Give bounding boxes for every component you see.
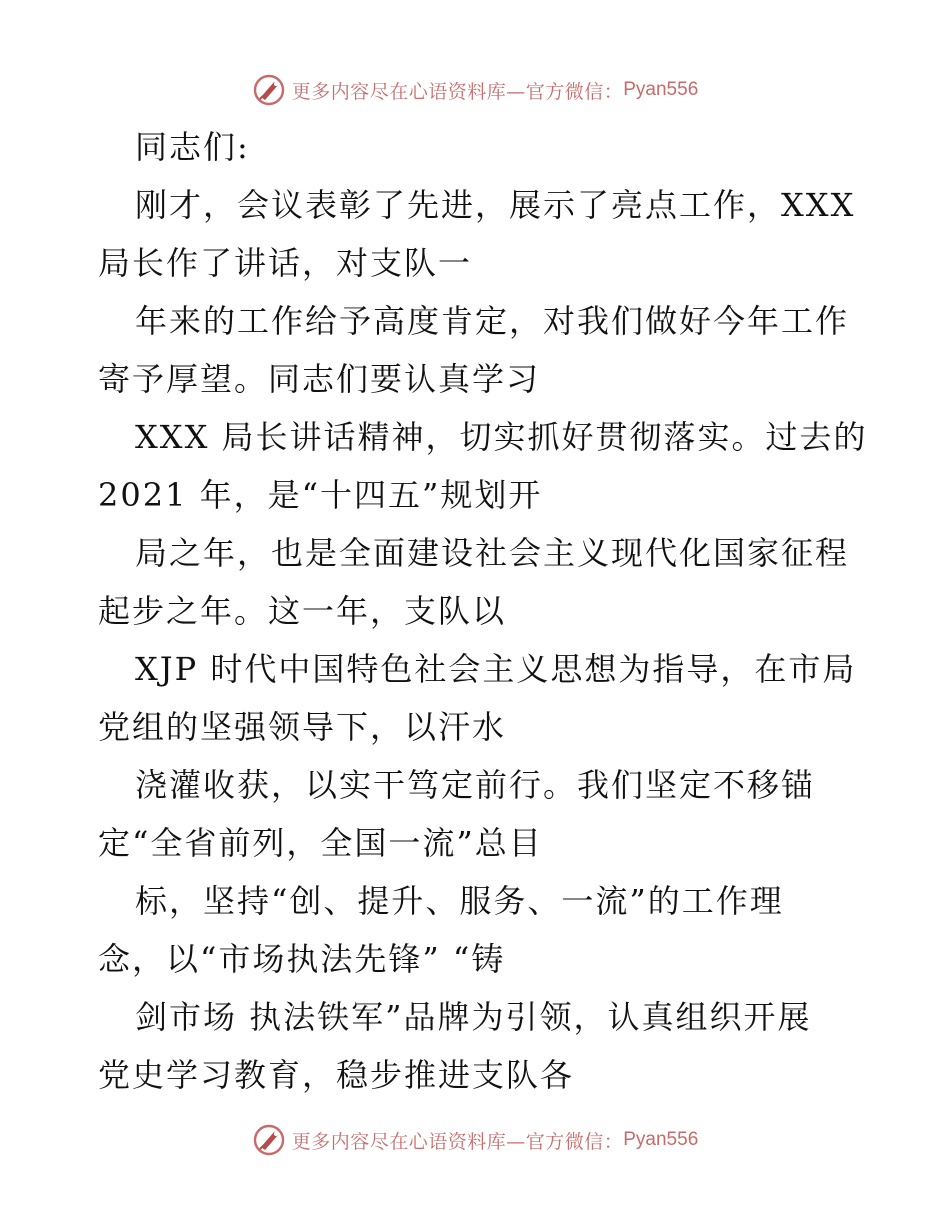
- watermark-text: 更多内容尽在心语资料库—官方微信：: [291, 80, 624, 103]
- text-line: 寄予厚望。同志们要认真学习: [98, 360, 541, 398]
- text-line: XJP 时代中国特色社会主义思想为指导，在市局: [135, 650, 857, 688]
- text-line: 刚才，会议表彰了先进，展示了亮点工作，XXX: [135, 186, 856, 224]
- quill-pen-logo-icon: [252, 1123, 286, 1157]
- text-line: 念，以“市场执法先锋” “铸: [98, 940, 506, 978]
- text-line: XXX 局长讲话精神，切实抓好贯彻落实。过去的: [135, 418, 868, 456]
- text-line: 同志们:: [135, 128, 250, 166]
- watermark-text: 更多内容尽在心语资料库—官方微信：: [291, 1130, 624, 1153]
- text-line: 标，坚持“创、提升、服务、一流”的工作理: [135, 882, 784, 920]
- watermark-wechat-id: Pyan556: [623, 79, 699, 100]
- text-line: 浇灌收获，以实干笃定前行。我们坚定不移锚: [135, 766, 816, 804]
- header-watermark: [0, 70, 950, 110]
- text-line: 2021 年，是“十四五”规划开: [98, 476, 543, 514]
- text-line: 党史学习教育，稳步推进支队各: [98, 1056, 575, 1094]
- watermark-wechat-id: Pyan556: [623, 1129, 699, 1150]
- quill-pen-logo-icon: [252, 73, 286, 107]
- footer-watermark: [0, 1120, 950, 1160]
- text-line: 剑市场 执法铁军”品牌为引领，认真组织开展: [135, 998, 812, 1036]
- text-line: 定“全省前列，全国一流”总目: [98, 824, 543, 862]
- text-line: 局之年，也是全面建设社会主义现代化国家征程: [135, 534, 850, 572]
- text-line: 局长作了讲话，对支队一: [98, 244, 473, 282]
- text-line: 党组的坚强领导下，以汗水: [98, 708, 507, 746]
- text-line: 起步之年。这一年，支队以: [98, 592, 507, 630]
- text-line: 年来的工作给予高度肯定，对我们做好今年工作: [135, 302, 850, 340]
